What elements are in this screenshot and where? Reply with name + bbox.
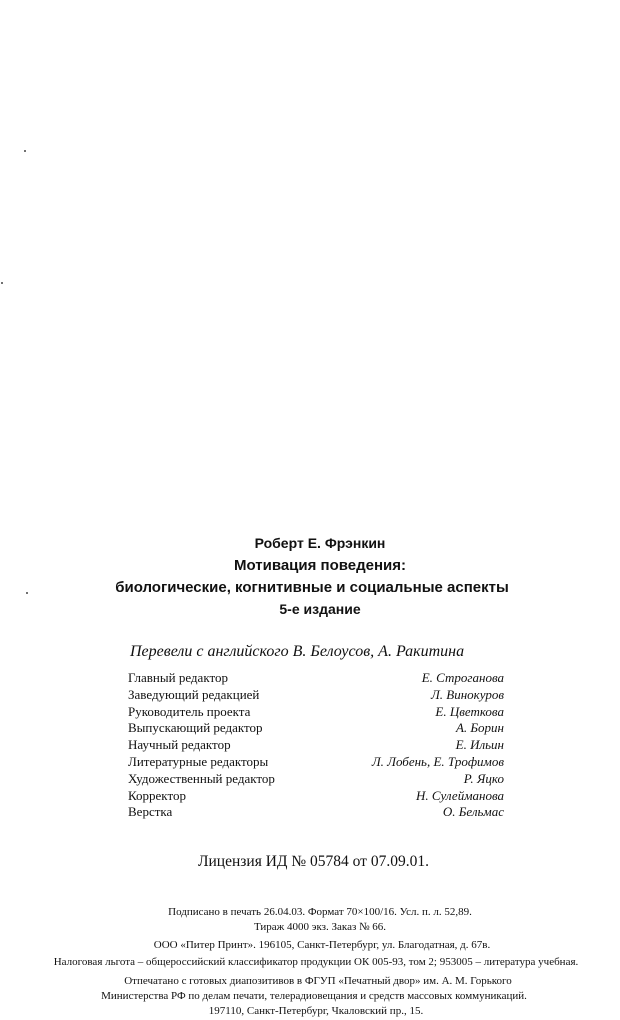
translators-line: Перевели с английского В. Белоусов, А. Ракитина (130, 643, 465, 660)
credit-role: Руководитель проекта (128, 703, 251, 719)
scan-speck (24, 150, 26, 152)
credit-row (128, 704, 504, 721)
imprint-printed: Отпечатано с готовых диапозитивов в ФГУП «Печатный двор» им. А. М. Горького (124, 975, 512, 987)
license-line: Лицензия ИД № 05784 от 07.09.01. (198, 853, 429, 870)
credit-name: Л. Лобень, Е. Трофимов (371, 753, 504, 769)
credit-role: Выпускающий редактор (128, 720, 263, 736)
credit-row (128, 804, 504, 821)
credit-row (128, 754, 504, 771)
credit-row (128, 737, 504, 754)
credit-name: Е. Строганова (421, 670, 504, 685)
imprint-ministry: Министерства РФ по делам печати, телерадиовещания и средств массовых коммуникаций. (101, 990, 527, 1002)
credit-name: Н. Сулейманова (415, 787, 504, 803)
book-author: Роберт Е. Фрэнкин (254, 535, 386, 551)
credit-name: Е. Цветкова (435, 703, 504, 719)
credit-role: Художественный редактор (128, 770, 275, 786)
credit-name: Е. Ильин (455, 737, 504, 753)
imprint-address: 197110, Санкт-Петербург, Чкаловский пр., 15. (208, 1005, 424, 1017)
scan-speck (1, 282, 3, 284)
imprint-publisher: ООО «Питер Принт». 196105, Санкт-Петербург, ул. Благодатная, д. 67в. (153, 939, 491, 951)
imprint-tax: Налоговая льгота – общероссийский классификатор продукции ОК 005-93, том 2; 953005 – литература учебная. (53, 956, 579, 968)
credit-row (128, 720, 504, 737)
credit-row (128, 687, 504, 704)
credit-role: Верстка (128, 804, 173, 820)
credit-row (128, 771, 504, 788)
credit-role: Литературные редакторы (128, 753, 269, 769)
credit-role: Главный редактор (128, 670, 228, 685)
credit-name: О. Бельмас (442, 804, 504, 820)
credit-name: Л. Винокуров (430, 686, 504, 702)
credit-role: Корректор (128, 787, 186, 803)
imprint-signed: Подписано в печать 26.04.03. Формат 70×100/16. Усл. п. л. 52,89. (168, 906, 472, 918)
credit-name: Р. Яцко (463, 770, 504, 786)
book-edition: 5-е издание (279, 601, 361, 617)
book-title-line-1: Мотивация поведения: (233, 557, 407, 574)
credit-row (128, 788, 504, 805)
credit-role: Научный редактор (128, 737, 231, 753)
credits-list (128, 670, 504, 821)
book-title-line-2: биологические, когнитивные и социальные аспекты (115, 579, 509, 596)
credit-name: А. Борин (455, 720, 504, 736)
credit-row (128, 670, 504, 687)
credit-role: Заведующий редакцией (128, 686, 260, 702)
imprint-print-run: Тираж 4000 экз. Заказ № 66. (253, 921, 387, 933)
